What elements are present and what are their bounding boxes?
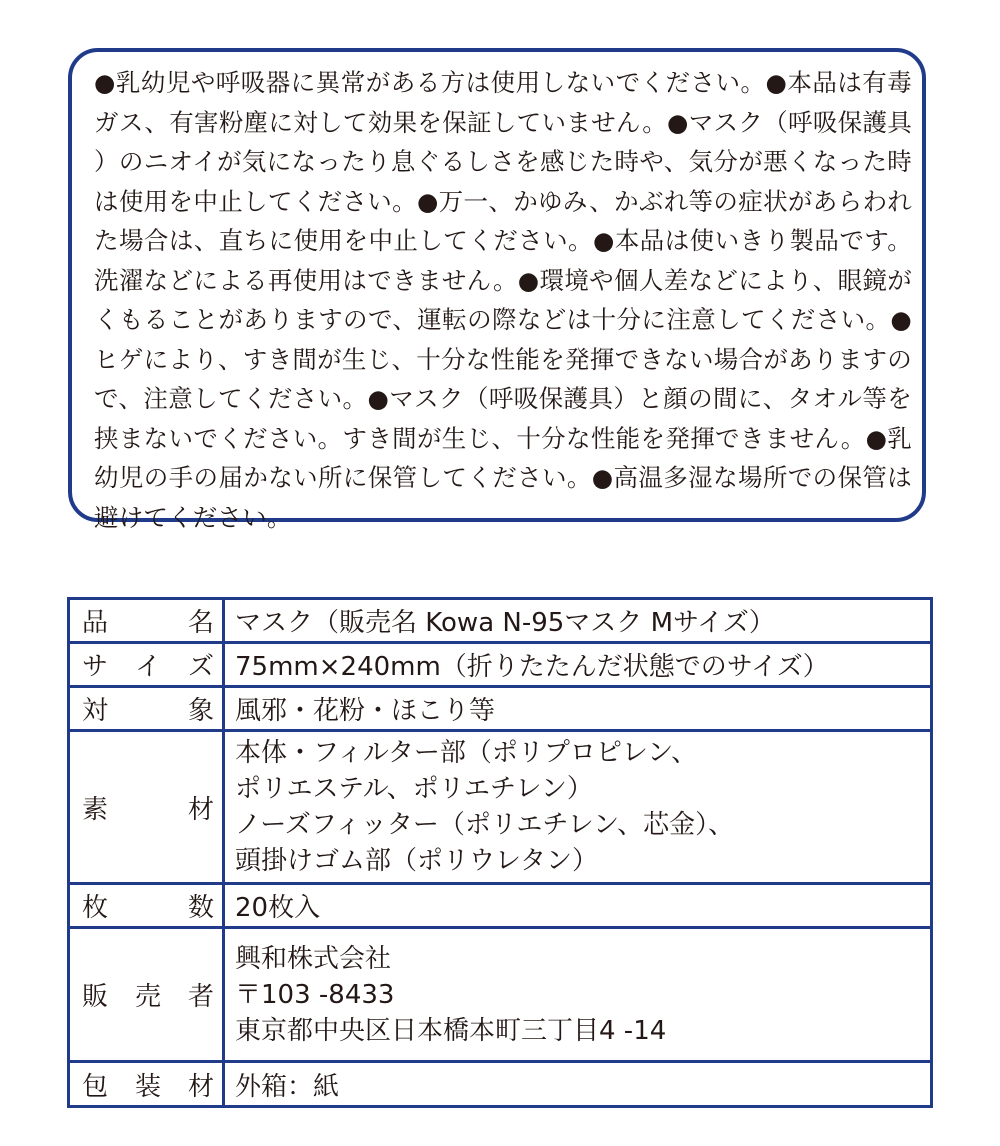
spec-label-target [69, 687, 224, 731]
spec-value-seller [224, 928, 932, 1062]
label-char: 枚 [82, 893, 109, 923]
label-char: 対 [82, 696, 109, 726]
seller-company: 興和株式会社 [235, 943, 392, 974]
material-line: 本体・フィルター部（ポリプロピレン、 [235, 738, 698, 768]
spec-label-name [69, 599, 224, 643]
label-char: 売 [134, 982, 161, 1012]
spec-value-material [224, 731, 932, 884]
spec-row-count [69, 884, 932, 928]
spec-row-size [69, 643, 932, 687]
material-line: ポリエステル、ポリエチレン） [235, 774, 593, 804]
label-char: 名 [187, 608, 214, 638]
spec-label-package [69, 1062, 224, 1107]
spec-value-size: 75mm×240mm（折りたたんだ状態でのサイズ） [224, 643, 932, 687]
seller-postal-code: 〒103 -8433 [235, 979, 395, 1010]
label-char: 包 [82, 1071, 109, 1102]
spec-row-seller [69, 928, 932, 1062]
label-char: イ [134, 652, 161, 682]
label-char: 象 [187, 696, 214, 726]
material-line: 頭掛けゴム部（ポリウレタン） [235, 846, 598, 876]
spec-row-name [69, 599, 932, 643]
spec-value-target: 風邪・花粉・ほこり等 [224, 687, 932, 731]
warning-text: ●乳幼児や呼吸器に異常がある方は使用しないでください。●本品は有毒ガス、有害粉塵に対して効果を保証していません。●マスク（呼吸保護具）のニオイが気になったり息ぐるしさを感じた時や、気分が悪くなった時は使用を中止してください。●万一、かゆみ、かぶれ等の症状があらわれた場合は、直ちに使用を中止してください。●本品は使いきり製品です。洗濯などによる再使用はできません。●環境や個人差などにより、眼鏡がくもることがありますので、運転の際などは十分に注意してください。●ヒゲにより、すき間が生じ、十分な性能を発揮できない場合がありますので、注意してください。●マスク（呼吸保護具）と顔の間に、タオル等を挟まないでください。すき間が生じ、十分な性能を発揮できません。●乳幼児の手の届かない所に保管してください。●高温多湿な場所での保管は避けてください。 [94, 68, 912, 532]
label-char: 素 [82, 794, 109, 825]
label-char: 販 [82, 982, 109, 1012]
seller-address: 東京都中央区日本橋本町三丁目4 -14 [235, 1015, 667, 1046]
spec-label-material [69, 731, 224, 884]
spec-value-count: 20枚入 [224, 884, 932, 928]
label-char: 数 [187, 893, 214, 923]
spec-row-material [69, 731, 932, 884]
spec-row-target [69, 687, 932, 731]
label-char: 材 [187, 794, 214, 825]
label-char: サ [82, 652, 109, 682]
label-char: 者 [187, 982, 214, 1012]
spec-value-name: マスク（販売名 Kowa N-95マスク Mサイズ） [224, 599, 932, 643]
warning-box [68, 48, 926, 532]
label-char: 装 [134, 1071, 161, 1102]
spec-row-package [69, 1062, 932, 1107]
spec-value-package: 外箱：紙 [224, 1062, 932, 1107]
spec-table [67, 597, 933, 1108]
label-char: 材 [187, 1071, 214, 1102]
spec-label-size [69, 643, 224, 687]
spec-label-count [69, 884, 224, 928]
label-char: ズ [187, 652, 214, 682]
label-char: 品 [82, 608, 109, 638]
spec-label-seller [69, 928, 224, 1062]
material-line: ノーズフィッター（ポリエチレン、芯金）、 [235, 810, 735, 840]
